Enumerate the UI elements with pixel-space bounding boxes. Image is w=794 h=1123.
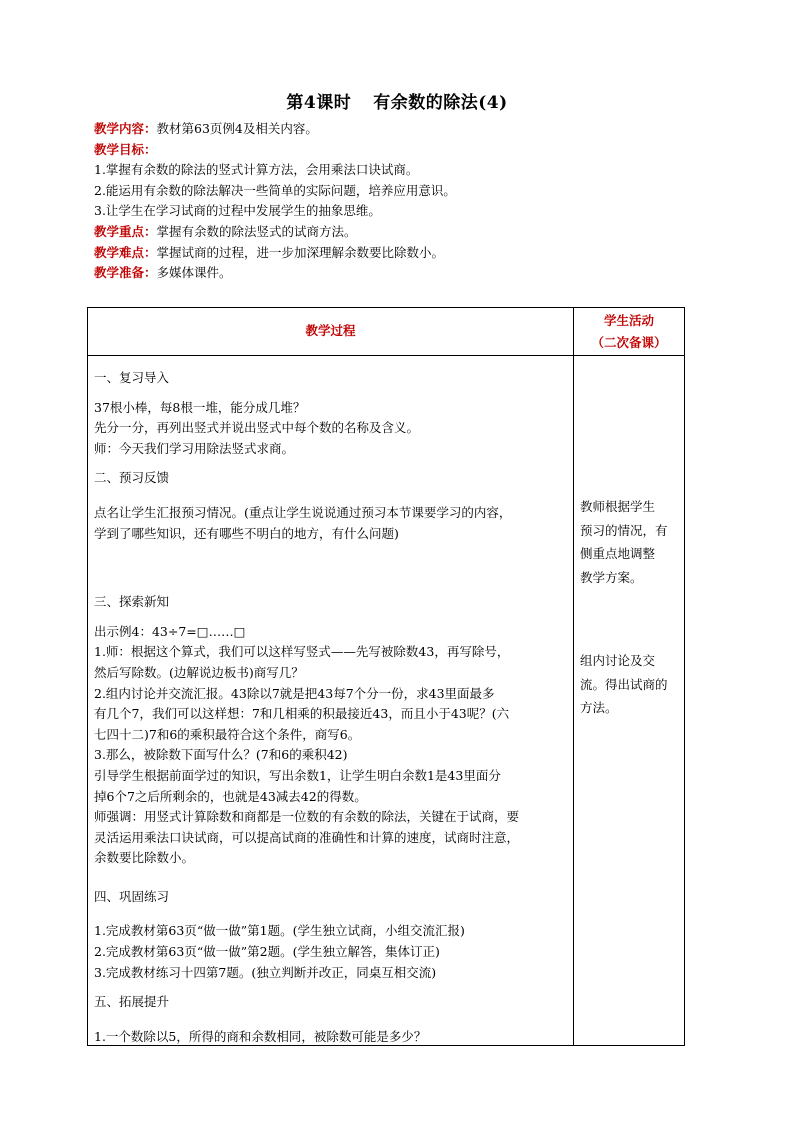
teaching-table xyxy=(87,307,685,1046)
lesson-number: 第4课时 xyxy=(286,93,352,113)
section-heading: 五、拓展提升 xyxy=(94,994,170,1010)
lesson-topic: 有余数的除法(4) xyxy=(373,93,508,113)
page-title xyxy=(0,88,794,113)
meta-key-point: 教学重点：掌握有余数的除法竖式的试商方法。 xyxy=(94,223,357,239)
lesson-meta xyxy=(94,119,694,284)
paragraph: 1.完成教材第63页“做一做”第1题。(学生独立试商，小组交流汇报) 2.完成教材第63页“做一做”第2题。(学生独立解答，集体订正) 3.完成教材练习十四第7题。(独立判断并改正，同桌互相交流) xyxy=(94,923,465,980)
process-cell xyxy=(88,356,574,1046)
activity-note: 组内讨论及交 流。得出试商的 方法。 xyxy=(580,653,668,715)
meta-goal-1: 1.掌握有余数的除法的竖式计算方法，会用乘法口诀试商。 xyxy=(94,162,419,178)
paragraph: 出示例4：43÷7=□……□ 1.师：根据这个算式，我们可以这样写竖式——先写被除数43，再写除号， 然后写除数。(边解说边板书)商写几？ 2.组内讨论并交流汇报。43除以7就是把43每7个分一份，求43里面最多 有几个7，我们可以这样想：7和几相乘的积最接近43，而且小于43呢？(六 七四十二)7和6的乘积最符合这个条件，商写6。 3.那么，被除数下面写什么？(7和6的乘积42) 引导学生根据前面学过的知识，写出余数1，让学生明白余数1是43里面分 掉6个7之后所剩余的，也就是43减去42的得数。 师强调：用竖式计算除数和商都是一位数的有余数的除法，关键在于试商，要 灵活运用乘法口诀试商，可以提高试商的准确性和计算的速度，试商时注意， 余数要比除数小。 xyxy=(94,623,520,866)
section-heading: 三、探索新知 xyxy=(94,594,170,610)
header-teaching-process: 教学过程 xyxy=(88,308,574,356)
section-heading: 一、复习导入 xyxy=(94,370,170,385)
paragraph: 1.一个数除以5，所得的商和余数相同，被除数可能是多少？ xyxy=(94,1028,427,1044)
meta-preparation: 教学准备：多媒体课件。 xyxy=(94,265,232,281)
header-student-activity: 学生活动 （二次备课） xyxy=(574,308,685,356)
paragraph: 点名让学生汇报预习情况。(重点让学生说说通过预习本节课要学习的内容， 学到了哪些知识，还有哪些不明白的地方，有什么问题) xyxy=(94,504,512,541)
meta-difficulty: 教学难点：掌握试商的过程，进一步加深理解余数要比除数小。 xyxy=(94,244,445,260)
meta-goals: 教学目标： xyxy=(94,141,157,157)
paragraph: 37根小棒，每8根一堆，能分成几堆？ 先分一分，再列出竖式并说出竖式中每个数的名称及含义。 师：今天我们学习用除法竖式求商。 xyxy=(94,399,420,456)
meta-goal-2: 2.能运用有余数的除法解决一些简单的实际问题，培养应用意识。 xyxy=(94,182,456,198)
activity-note: 教师根据学生 预习的情况，有 侧重点地调整 教学方案。 xyxy=(580,499,668,585)
meta-goal-3: 3.让学生在学习试商的过程中发展学生的抽象思维。 xyxy=(94,203,381,219)
section-heading: 二、预习反馈 xyxy=(94,470,170,486)
meta-content: 教学内容：教材第63页例4及相关内容。 xyxy=(94,121,318,136)
section-heading: 四、巩固练习 xyxy=(94,888,170,904)
activity-cell xyxy=(574,356,685,1046)
